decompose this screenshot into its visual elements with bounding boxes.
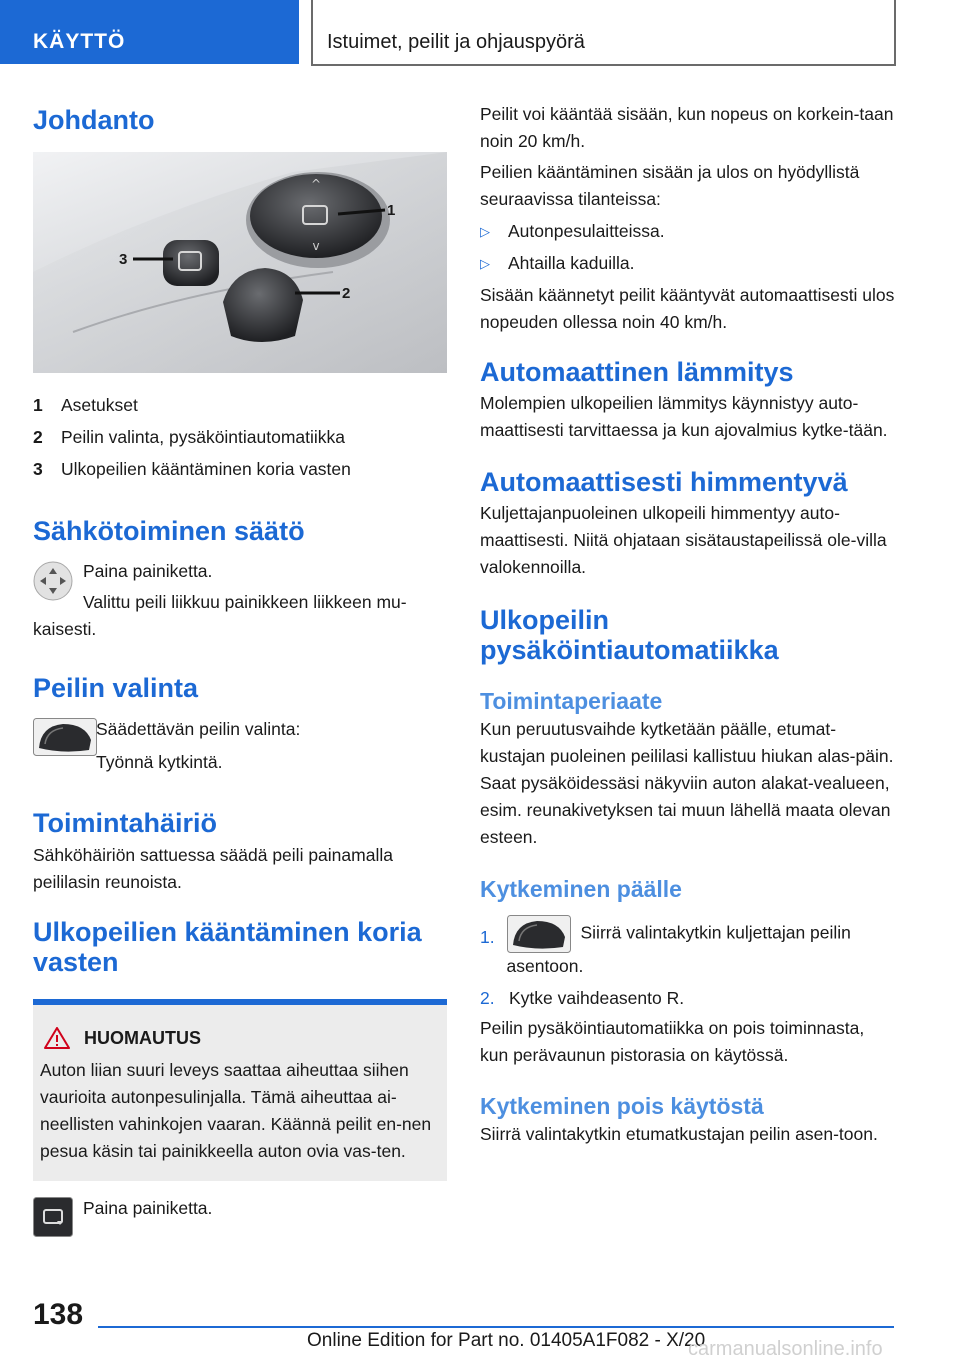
notice-title-row bbox=[40, 1025, 441, 1051]
legend-text: Ulkopeilien kääntäminen koria vasten bbox=[61, 459, 351, 479]
switch-on-text: Peilin pysäköintiautomatiikka on pois toiminnasta, kun perävaunun pistorasia on käytössä. bbox=[480, 1018, 865, 1065]
left-column bbox=[33, 98, 447, 1222]
header-chapter-tab bbox=[311, 0, 896, 66]
parking-heading-line-1: Ulkopeilin bbox=[480, 605, 610, 635]
fault-text: Sähköhäiriön sattuessa säädä peili painamalla peililasin reunoista. bbox=[33, 845, 393, 892]
switch-off-text: Siirrä valintakytkin etumatkustajan peilin asen-toon. bbox=[480, 1124, 878, 1144]
page-number: 138 bbox=[33, 1298, 84, 1331]
step-number: 2. bbox=[480, 988, 495, 1008]
watermark: carmanualsonline.info bbox=[688, 1338, 883, 1360]
footer-divider bbox=[98, 1326, 894, 1328]
dimming-heading: Automaattisesti himmentyvä bbox=[480, 467, 848, 497]
warning-triangle-icon bbox=[44, 1027, 70, 1049]
legend-number: 2 bbox=[33, 427, 43, 447]
dimming-text: Kuljettajanpuoleinen ulkopeili himmentyy auto-maattisesti. Niitä ohjataan sisätaustapeilissä ole-villa valokennoilla. bbox=[480, 503, 887, 577]
mirror-controls-illustration bbox=[33, 152, 447, 373]
step-text: Siirrä valintakytkin kuljettajan peilin asentoon. bbox=[506, 922, 851, 976]
mirror-fold-button-icon bbox=[33, 1197, 73, 1237]
legend-number: 1 bbox=[33, 395, 43, 415]
intro-heading: Johdanto bbox=[33, 105, 155, 135]
figure-label-1: 1 bbox=[387, 202, 396, 219]
legend-item bbox=[33, 421, 447, 453]
header-section-tab bbox=[0, 0, 299, 64]
mirror-select-line-2: Työnnä kytkintä. bbox=[96, 752, 223, 772]
step-item bbox=[480, 985, 896, 1012]
svg-text:^: ^ bbox=[310, 177, 322, 191]
legend-text: Peilin valinta, pysäköintiautomatiikka bbox=[61, 427, 346, 447]
legend-item bbox=[33, 453, 447, 485]
fold-bullet bbox=[480, 218, 896, 245]
step-body bbox=[507, 915, 897, 980]
step-item bbox=[480, 915, 896, 980]
fold-bullet-text: Autonpesulaitteissa. bbox=[508, 221, 665, 241]
fold-paragraph-2: Peilien kääntäminen sisään ja ulos on hyödyllistä seuraavissa tilanteissa: bbox=[480, 162, 860, 209]
heating-heading: Automaattinen lämmitys bbox=[480, 357, 794, 387]
fold-press-text: Paina painiketta. bbox=[83, 1198, 213, 1218]
switch-off-heading: Kytkeminen pois käytöstä bbox=[480, 1093, 764, 1119]
mirror-selector-switch-icon bbox=[507, 915, 571, 953]
legend-item bbox=[33, 389, 447, 421]
electric-adjust-heading: Sähkötoiminen säätö bbox=[33, 516, 305, 546]
mirror-controls-photo bbox=[33, 152, 447, 373]
mirror-selector-switch-icon bbox=[33, 718, 97, 756]
notice-title: HUOMAUTUS bbox=[84, 1028, 201, 1048]
footer-edition: Online Edition for Part no. 01405A1F082 - X/20 bbox=[307, 1330, 706, 1351]
notice-text: Auton liian suuri leveys saattaa aiheuttaa siihen vaurioita autonpesulinjalla. Tämä aiheuttaa ai-neellisten vahinkojen vaaran. Käännä peilit en-nen pesua käsin tai painikkeella auton ovia vas-ten. bbox=[40, 1060, 432, 1161]
parking-heading-line-2: pysäköintiautomatiikka bbox=[480, 635, 779, 665]
mirror-select-heading: Peilin valinta bbox=[33, 673, 199, 703]
right-column bbox=[480, 98, 896, 1148]
step-number: 1. bbox=[480, 927, 495, 947]
electric-line-3: kaisesti. bbox=[33, 619, 97, 639]
triangle-bullet-icon: ▷ bbox=[480, 224, 490, 239]
principle-heading: Toimintaperiaate bbox=[480, 688, 663, 714]
triangle-bullet-icon: ▷ bbox=[480, 256, 490, 271]
figure-label-3: 3 bbox=[119, 251, 128, 268]
header-chapter-label: Istuimet, peilit ja ohjauspyörä bbox=[327, 31, 585, 53]
electric-line-2: Valittu peili liikkuu painikkeen liikkeen mu- bbox=[83, 592, 407, 612]
principle-text: Kun peruutusvaihde kytketään päälle, etumat-kustajan puoleinen peililasi kallistuu hiukan alas-päin. Saat pysäköidessäsi näkyviin auton alakat-vealueen, esim. reunakivetyksen tai muun lähellä maata olevan esteen. bbox=[480, 719, 894, 847]
four-way-adjust-icon bbox=[33, 561, 73, 601]
electric-line-1: Paina painiketta. bbox=[83, 561, 213, 581]
fault-heading: Toimintahäiriö bbox=[33, 808, 218, 838]
fold-bullet-text: Ahtailla kaduilla. bbox=[508, 253, 635, 273]
electric-adjust-block bbox=[33, 558, 447, 643]
fold-heading: Ulkopeilien kääntäminen koria vasten bbox=[33, 917, 422, 977]
step-text: Kytke vaihdeasento R. bbox=[509, 988, 685, 1008]
figure-label-2: 2 bbox=[342, 285, 351, 302]
heating-text: Molempien ulkopeilien lämmitys käynnistyy auto-maattisesti tarvittaessa ja kun ajovalmius kytke-tään. bbox=[480, 393, 888, 440]
fold-paragraph-3: Sisään käännetyt peilit kääntyvät automaattisesti ulos nopeuden ollessa noin 40 km/h. bbox=[480, 285, 895, 332]
figure-legend bbox=[33, 389, 447, 485]
switch-on-heading: Kytkeminen päälle bbox=[480, 876, 682, 902]
svg-text:v: v bbox=[312, 239, 320, 253]
fold-press-block bbox=[33, 1195, 447, 1222]
legend-text: Asetukset bbox=[61, 395, 138, 415]
mirror-select-line-1: Säädettävän peilin valinta: bbox=[96, 719, 301, 739]
legend-number: 3 bbox=[33, 459, 43, 479]
fold-paragraph-1: Peilit voi kääntää sisään, kun nopeus on korkein-taan noin 20 km/h. bbox=[480, 104, 894, 151]
fold-bullet bbox=[480, 250, 896, 277]
notice-box bbox=[33, 999, 447, 1181]
header-section-label: KÄYTTÖ bbox=[33, 30, 126, 53]
mirror-select-block bbox=[33, 716, 447, 776]
